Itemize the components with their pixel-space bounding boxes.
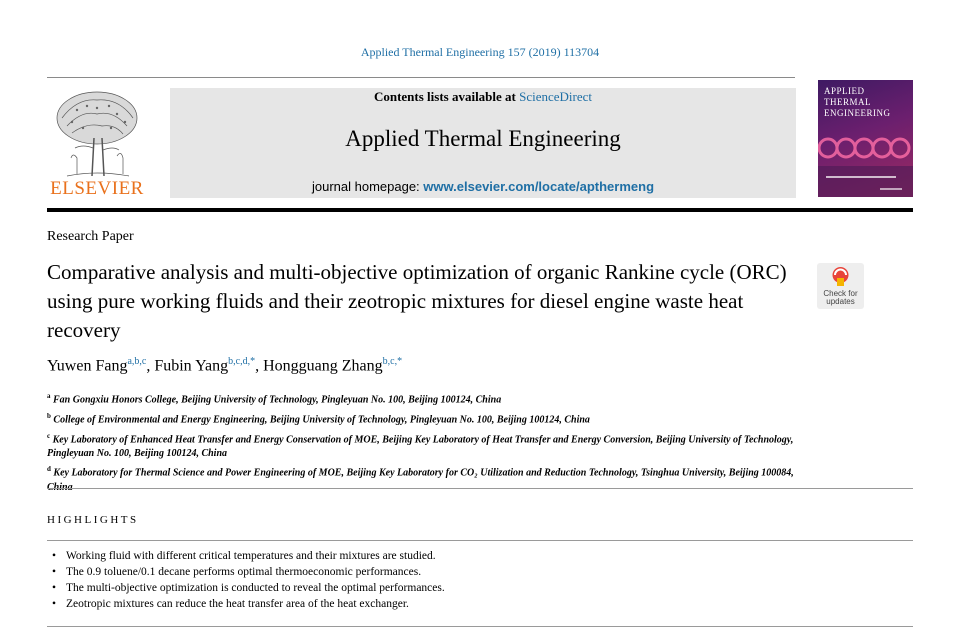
author-list	[47, 356, 402, 375]
journal-homepage-link[interactable]: www.elsevier.com/locate/apthermeng	[423, 179, 655, 194]
publisher-wordmark[interactable]: ELSEVIER	[50, 178, 144, 199]
bullet-icon: •	[52, 582, 57, 594]
highlight-item	[52, 564, 812, 580]
affiliation	[47, 389, 807, 407]
highlight-item	[52, 580, 812, 596]
bullet-icon: •	[52, 566, 57, 578]
affiliation-label: a	[47, 392, 51, 400]
affiliation-label: c	[47, 431, 51, 440]
affiliation-text: Key Laboratory for Thermal Science and Power Engineering of MOE, Beijing Key Laboratory for CO₂ Utilization and Reduction Technology, Tsinghua University, Beijing 100084,	[53, 467, 794, 479]
cover-title	[824, 86, 910, 119]
affiliation-label: d	[47, 465, 51, 474]
author-name[interactable]: Yuwen Fang	[47, 357, 128, 375]
highlight-text: The 0.9 toluene/0.1 decane performs optimal thermoeconomic performances.	[66, 566, 422, 578]
affiliation	[47, 462, 807, 494]
article-type: Research Paper	[47, 229, 134, 244]
contents-line	[170, 89, 796, 105]
check-updates-label	[817, 290, 864, 306]
homepage-line	[170, 179, 796, 194]
author-separator: ,	[146, 357, 155, 375]
top-divider	[47, 77, 795, 78]
highlight-text: The multi-objective optimization is conducted to reveal the optimal performances.	[66, 582, 445, 594]
journal-cover-thumbnail[interactable]	[818, 80, 913, 197]
affiliation-label: b	[47, 411, 51, 420]
bullet-icon: •	[52, 598, 57, 610]
bullet-icon: •	[52, 550, 57, 562]
journal-masthead	[170, 88, 796, 198]
affiliation-text: Fan Gongxiu Honors College, Beijing University of Technology, Pingleyuan No. 100, Beijing 100124, China	[53, 394, 502, 406]
sciencedirect-link[interactable]: ScienceDirect	[519, 89, 593, 104]
check-updates-line: Check for	[823, 289, 858, 298]
author-affiliation-marks[interactable]: a,b,c	[127, 356, 147, 367]
highlight-item	[52, 596, 812, 612]
cover-title-line: ENGINEERING	[824, 108, 891, 118]
author-name[interactable]: Hongguang Zhang	[263, 357, 383, 375]
header-thick-divider	[47, 208, 913, 212]
author-affiliation-marks[interactable]: b,c,d,*	[228, 356, 256, 367]
highlights-top-divider	[47, 540, 913, 541]
author-affiliation-marks[interactable]: b,c,*	[382, 356, 403, 367]
affiliations	[47, 389, 807, 496]
affiliation-text: Key Laboratory of Enhanced Heat Transfer and Energy Conservation of MOE, Beijing Key Laboratory of Heat Transfer and Energy Conversion, Beijing University of Technology, Pingleyuan No. 100, Beijing 100124, China	[47, 433, 794, 459]
check-for-updates-button[interactable]	[817, 263, 864, 309]
journal-citation[interactable]: Applied Thermal Engineering 157 (2019) 113704	[360, 45, 600, 59]
cover-title-line: APPLIED	[824, 86, 865, 96]
highlight-text: Working fluid with different critical temperatures and their mixtures are studied.	[66, 550, 436, 562]
highlights-heading: HIGHLIGHTS	[47, 514, 139, 526]
section-divider	[47, 488, 913, 489]
check-updates-icon	[831, 266, 850, 288]
check-updates-line: updates	[826, 297, 855, 306]
contents-prefix: Contents lists available at	[373, 89, 520, 104]
highlight-text: Zeotropic mixtures can reduce the heat transfer area of the heat exchanger.	[66, 598, 409, 610]
affiliation	[47, 429, 807, 461]
affiliation	[47, 409, 807, 427]
affiliation-text: College of Environmental and Energy Engineering, Beijing University of Technology, Pingleyuan No. 100, Beijing 100124, China	[53, 414, 590, 426]
highlight-item	[52, 548, 812, 564]
highlights-bottom-divider	[47, 626, 913, 627]
cover-title-line: THERMAL	[824, 97, 871, 107]
journal-title: Applied Thermal Engineering	[345, 126, 621, 151]
highlights-list	[52, 548, 812, 612]
homepage-prefix: journal homepage:	[311, 179, 424, 194]
author-separator: ,	[255, 357, 264, 375]
author-name[interactable]: Fubin Yang	[154, 357, 229, 375]
paper-title: Comparative analysis and multi-objective optimization of organic Rankine cycle (ORC) using pure working fluids and their zeotropic mixtures for diesel engine waste heat recovery	[47, 260, 787, 342]
